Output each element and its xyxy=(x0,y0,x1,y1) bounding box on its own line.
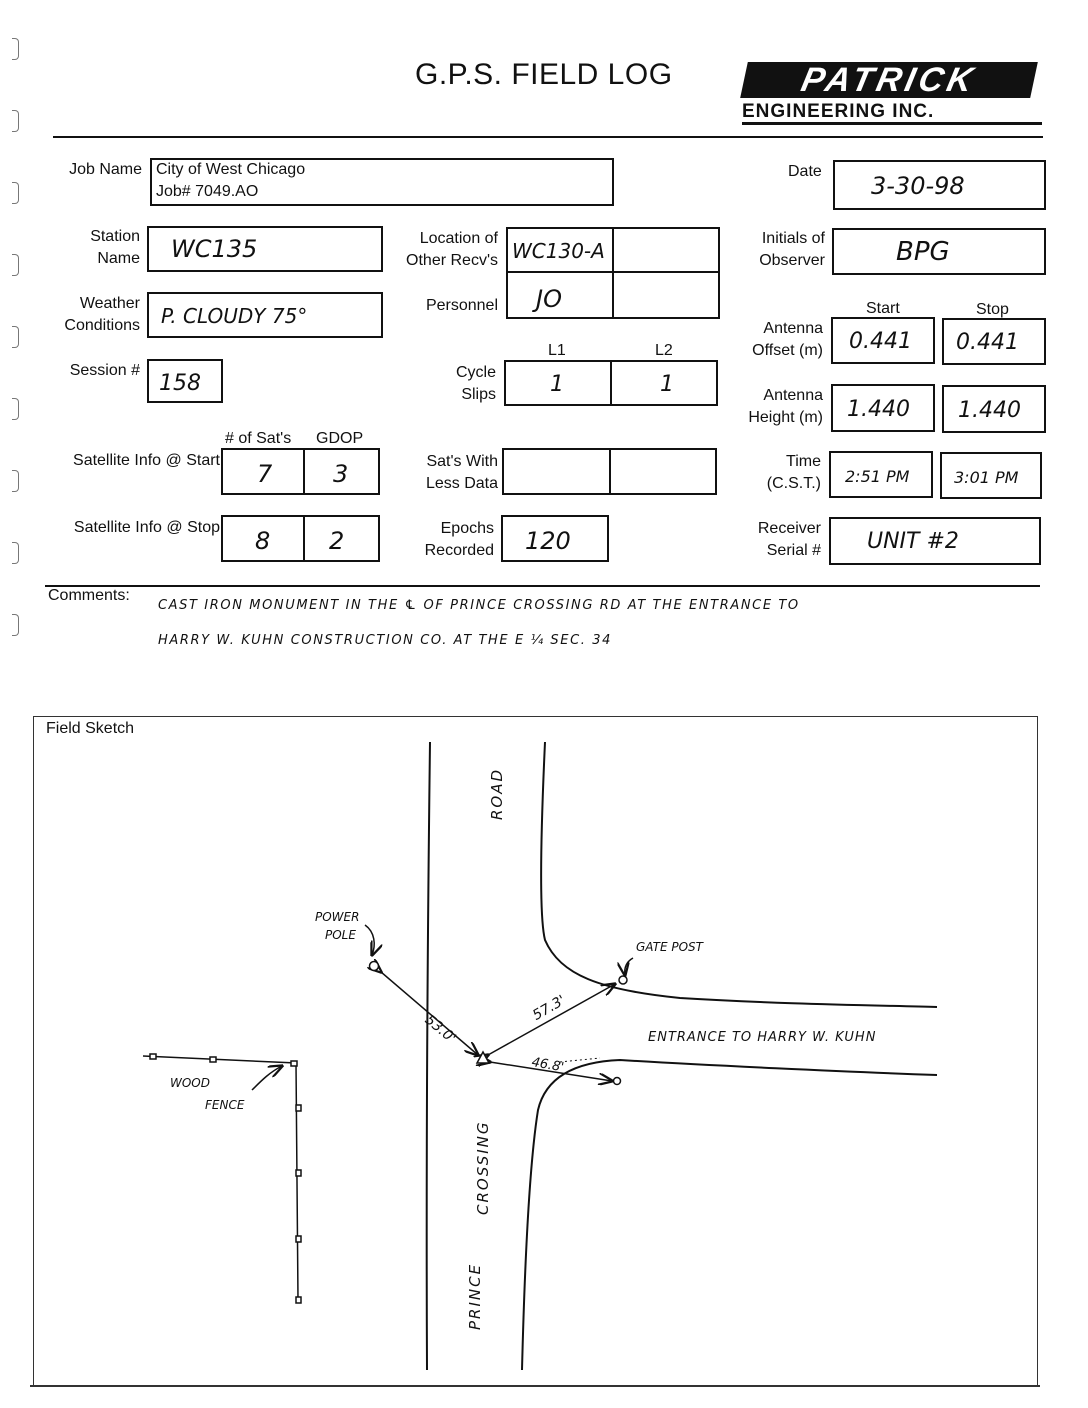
date-label: Date xyxy=(788,163,822,180)
weather-label: Weather Conditions xyxy=(64,295,140,334)
comments-line-1[interactable]: CAST IRON MONUMENT IN THE ℄ OF PRINCE CROSSING RD AT THE ENTRANCE TO xyxy=(158,598,800,613)
epochs-value: 120 xyxy=(525,527,571,555)
antenna-height-start-value: 1.440 xyxy=(847,397,910,422)
session-value: 158 xyxy=(159,371,201,396)
antenna-height-label: Antenna Height (m) xyxy=(748,387,823,426)
form-title: G.P.S. FIELD LOG xyxy=(415,58,673,91)
gdop-header: GDOP xyxy=(316,430,364,447)
antenna-offset-start-value: 0.441 xyxy=(849,329,912,354)
line-to-gate xyxy=(488,984,615,1055)
antenna-height-stop-value: 1.440 xyxy=(958,398,1021,423)
comments-label: Comments: xyxy=(48,587,130,604)
prince-label: PRINCE xyxy=(466,1262,484,1330)
job-name-value-2: Job# 7049.AO xyxy=(156,183,259,200)
sat-start-label: Satellite Info @ Start xyxy=(73,452,220,469)
sats-less-data-label: Sat's With Less Data xyxy=(425,453,498,492)
job-name-label: Job Name xyxy=(69,161,142,178)
sat-stop-count-value: 8 xyxy=(255,527,271,555)
entrance-label: ENTRANCE TO HARRY W. KUHN xyxy=(648,1030,877,1045)
time-label: Time (C.S.T.) xyxy=(766,453,821,492)
power-pole-label-1: POWER xyxy=(315,910,360,924)
distance-pole-label: 53.0' xyxy=(421,1012,459,1047)
road-east-edge-north xyxy=(541,742,937,1007)
fence-leader xyxy=(252,1066,282,1090)
cycle-slips-label: Cycle Slips xyxy=(455,364,496,403)
weather-value: P. CLOUDY 75° xyxy=(161,304,308,328)
sat-stop-label: Satellite Info @ Stop xyxy=(73,519,220,536)
field-sketch-label: Field Sketch xyxy=(46,720,135,737)
gate-post-symbol xyxy=(619,976,627,984)
initials-label: Initials of Observer xyxy=(759,230,825,269)
job-name-value-1: City of West Chicago xyxy=(156,161,306,178)
l1-header: L1 xyxy=(548,342,566,359)
l2-header: L2 xyxy=(655,342,673,359)
gate-post-label: GATE POST xyxy=(636,940,703,954)
crossing-label: CROSSING xyxy=(474,1120,492,1215)
initials-value: BPG xyxy=(896,237,950,267)
stop-header: Stop xyxy=(976,301,1009,318)
distance-east-label: 46.8' xyxy=(530,1055,566,1076)
station-name-value: WC135 xyxy=(171,235,258,263)
epochs-label: Epochs Recorded xyxy=(424,520,494,559)
wood-fence-label-2: FENCE xyxy=(205,1098,245,1112)
gate-leader xyxy=(625,958,633,975)
receiver-label: Receiver Serial # xyxy=(757,520,821,559)
personnel-value: JO xyxy=(536,285,562,313)
location-value: WC130-A xyxy=(512,239,605,263)
comments-line-2[interactable]: HARRY W. KUHN CONSTRUCTION CO. AT THE E ¼ SEC. 34 xyxy=(158,633,612,648)
date-value: 3-30-98 xyxy=(871,172,965,200)
power-pole-symbol xyxy=(370,962,379,971)
location-label: Location of Other Recv's xyxy=(406,230,498,269)
east-point-symbol xyxy=(614,1078,621,1085)
time-start-value: 2:51 PM xyxy=(845,467,910,486)
session-label: Session # xyxy=(69,362,140,379)
personnel-label: Personnel xyxy=(425,297,498,314)
sat-stop-gdop-value: 2 xyxy=(329,527,345,555)
wood-fence-label-1: WOOD xyxy=(170,1076,210,1090)
logo-name: PATRICK xyxy=(740,62,1038,98)
distance-gate-label: 57.3' xyxy=(530,992,569,1024)
fence-line xyxy=(143,1056,298,1300)
road-label: ROAD xyxy=(488,767,506,820)
cycle-slips-l1-value: 1 xyxy=(550,372,564,397)
antenna-offset-stop-value: 0.441 xyxy=(956,330,1019,355)
sat-start-gdop-value: 3 xyxy=(333,460,349,488)
time-stop-value: 3:01 PM xyxy=(954,468,1019,487)
sat-start-count-value: 7 xyxy=(257,460,273,488)
road-west-edge xyxy=(427,742,430,1370)
pole-leader xyxy=(365,925,374,955)
antenna-offset-label: Antenna Offset (m) xyxy=(752,320,823,359)
logo-subtitle: ENGINEERING INC. xyxy=(742,102,1042,125)
num-sats-header: # of Sat's xyxy=(225,430,292,447)
station-label: Station Name xyxy=(90,228,140,267)
receiver-value: UNIT #2 xyxy=(867,529,959,554)
cycle-slips-l2-value: 1 xyxy=(660,372,674,397)
start-header: Start xyxy=(866,300,900,317)
power-pole-label-2: POLE xyxy=(325,928,356,942)
monument-symbol xyxy=(477,1052,489,1063)
road-east-edge-south xyxy=(522,1060,937,1370)
